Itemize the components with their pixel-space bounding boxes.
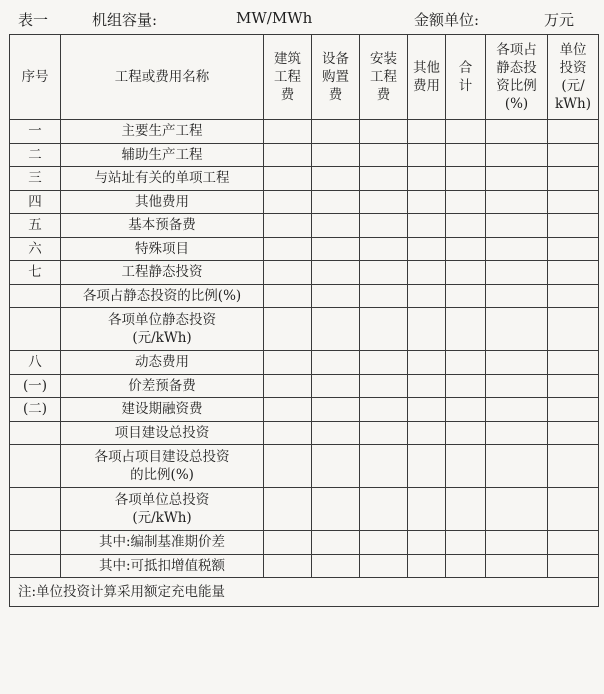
col-header-line: 资比例 <box>496 78 537 94</box>
value-cell <box>548 284 599 308</box>
row-name <box>61 237 264 261</box>
value-cell <box>548 237 599 261</box>
col-header-line: kWh) <box>554 96 592 112</box>
col-header-equipment <box>312 35 360 120</box>
row-seq <box>10 421 61 445</box>
row-seq: 五 <box>10 214 61 238</box>
table-row <box>10 488 599 531</box>
value-cell <box>408 143 446 167</box>
table-row <box>10 120 599 144</box>
col-header-line: 安装 <box>370 51 397 67</box>
col-header-unit-invest <box>548 35 599 120</box>
investment-table <box>9 34 599 607</box>
value-cell <box>264 190 312 214</box>
col-header-line: 单位 <box>559 42 587 58</box>
row-name <box>61 190 264 214</box>
value-cell <box>486 190 548 214</box>
row-name <box>61 445 264 488</box>
value-cell <box>312 488 360 531</box>
value-cell <box>312 531 360 555</box>
value-cell <box>360 554 408 578</box>
col-header-line: 合 <box>458 60 473 76</box>
value-cell <box>486 284 548 308</box>
row-name <box>61 398 264 422</box>
value-cell <box>486 554 548 578</box>
row-seq: 一 <box>10 120 61 144</box>
capacity-label: 机组容量: <box>92 11 158 29</box>
value-cell <box>446 120 486 144</box>
value-cell <box>360 190 408 214</box>
value-cell <box>548 398 599 422</box>
value-cell <box>312 374 360 398</box>
row-seq <box>10 308 61 351</box>
value-cell <box>312 308 360 351</box>
value-cell <box>446 284 486 308</box>
value-cell <box>312 421 360 445</box>
value-cell <box>548 214 599 238</box>
value-cell <box>264 261 312 285</box>
value-cell <box>548 190 599 214</box>
table-row <box>10 374 599 398</box>
value-cell <box>408 421 446 445</box>
capacity-unit: MW/MWh <box>236 9 313 27</box>
value-cell <box>486 445 548 488</box>
amount-unit-label: 金额单位: <box>414 11 480 29</box>
col-header-total <box>446 35 486 120</box>
row-name <box>61 143 264 167</box>
value-cell <box>264 167 312 191</box>
value-cell <box>408 261 446 285</box>
col-header-line: 购置 <box>322 69 349 85</box>
col-header-other <box>408 35 446 120</box>
col-header-name <box>61 35 264 120</box>
row-name-line: 其他费用 <box>135 193 189 210</box>
row-name-line: 的比例(%) <box>130 467 194 483</box>
row-name <box>61 351 264 375</box>
value-cell <box>360 374 408 398</box>
col-header-line: 工程 <box>274 69 301 85</box>
value-cell <box>360 143 408 167</box>
value-cell <box>360 488 408 531</box>
row-seq <box>10 488 61 531</box>
row-name-line: 其中:可抵扣增值税额 <box>98 557 226 574</box>
row-name-line: 价差预备费 <box>128 377 196 394</box>
value-cell <box>446 554 486 578</box>
value-cell <box>264 237 312 261</box>
row-name <box>61 120 264 144</box>
value-cell <box>486 421 548 445</box>
value-cell <box>548 261 599 285</box>
value-cell <box>312 190 360 214</box>
table-row <box>10 351 599 375</box>
value-cell <box>360 351 408 375</box>
value-cell <box>360 531 408 555</box>
col-header-line: 其他 <box>413 60 440 76</box>
table-row <box>10 398 599 422</box>
value-cell <box>360 398 408 422</box>
value-cell <box>264 445 312 488</box>
row-name <box>61 284 264 308</box>
value-cell <box>548 531 599 555</box>
value-cell <box>312 167 360 191</box>
value-cell <box>548 143 599 167</box>
table-note: 注:单位投资计算采用额定充电能量 <box>10 578 599 607</box>
value-cell <box>264 214 312 238</box>
row-name-line: (元/kWh) <box>132 510 192 526</box>
value-cell <box>446 237 486 261</box>
row-seq: 二 <box>10 143 61 167</box>
value-cell <box>408 190 446 214</box>
value-cell <box>446 421 486 445</box>
value-cell <box>360 445 408 488</box>
value-cell <box>548 421 599 445</box>
value-cell <box>264 554 312 578</box>
row-name-line: 各项单位总投资 <box>114 492 210 508</box>
value-cell <box>446 488 486 531</box>
value-cell <box>312 214 360 238</box>
value-cell <box>312 351 360 375</box>
col-header-line: 工程 <box>370 69 397 85</box>
value-cell <box>486 374 548 398</box>
row-name-line: 基本预备费 <box>128 217 196 234</box>
value-cell <box>548 445 599 488</box>
row-name <box>61 531 264 555</box>
col-header-line: 费 <box>280 87 295 103</box>
row-seq: (一) <box>10 374 61 398</box>
table-row <box>10 308 599 351</box>
col-header-ratio <box>486 35 548 120</box>
value-cell <box>408 374 446 398</box>
value-cell <box>360 120 408 144</box>
table-row <box>10 261 599 285</box>
row-name-line: 辅助生产工程 <box>121 146 203 163</box>
row-name <box>61 488 264 531</box>
value-cell <box>264 351 312 375</box>
value-cell <box>486 308 548 351</box>
value-cell <box>360 284 408 308</box>
value-cell <box>264 398 312 422</box>
value-cell <box>486 531 548 555</box>
table-row <box>10 421 599 445</box>
value-cell <box>312 120 360 144</box>
value-cell <box>408 554 446 578</box>
table-row <box>10 143 599 167</box>
row-name-line: 各项占项目建设总投资 <box>94 449 230 465</box>
table-number: 表一 <box>18 11 49 29</box>
col-header-line: (元/ <box>561 78 585 94</box>
col-header-line: 序号 <box>21 69 49 85</box>
value-cell <box>312 445 360 488</box>
value-cell <box>548 374 599 398</box>
value-cell <box>486 261 548 285</box>
row-seq <box>10 284 61 308</box>
value-cell <box>264 374 312 398</box>
table-row <box>10 167 599 191</box>
table-row <box>10 237 599 261</box>
value-cell <box>446 143 486 167</box>
value-cell <box>408 284 446 308</box>
value-cell <box>408 214 446 238</box>
table-row <box>10 284 599 308</box>
amount-unit: 万元 <box>544 11 575 29</box>
value-cell <box>312 143 360 167</box>
value-cell <box>408 237 446 261</box>
value-cell <box>446 308 486 351</box>
table-row <box>10 445 599 488</box>
row-seq: 八 <box>10 351 61 375</box>
value-cell <box>312 237 360 261</box>
value-cell <box>486 351 548 375</box>
value-cell <box>446 167 486 191</box>
col-header-construction <box>264 35 312 120</box>
row-name-line: 特殊项目 <box>135 240 189 257</box>
row-name-line: 工程静态投资 <box>121 264 203 281</box>
table-row <box>10 531 599 555</box>
col-header-line: 计 <box>458 78 473 94</box>
row-seq <box>10 531 61 555</box>
value-cell <box>264 488 312 531</box>
value-cell <box>486 237 548 261</box>
value-cell <box>360 308 408 351</box>
value-cell <box>312 261 360 285</box>
value-cell <box>548 308 599 351</box>
value-cell <box>264 308 312 351</box>
value-cell <box>548 488 599 531</box>
value-cell <box>446 398 486 422</box>
value-cell <box>312 398 360 422</box>
col-header-line: 设备 <box>322 51 349 67</box>
value-cell <box>264 421 312 445</box>
row-name-line: 动态费用 <box>135 354 189 371</box>
table-header <box>0 0 604 34</box>
row-name-line: 主要生产工程 <box>121 123 203 140</box>
col-header-line: 各项占 <box>496 42 537 58</box>
col-header-line: 费用 <box>413 78 440 94</box>
row-name <box>61 261 264 285</box>
value-cell <box>486 143 548 167</box>
row-name <box>61 421 264 445</box>
table-row <box>10 554 599 578</box>
row-name-line: (元/kWh) <box>132 330 192 346</box>
value-cell <box>312 554 360 578</box>
value-cell <box>446 214 486 238</box>
value-cell <box>486 214 548 238</box>
value-cell <box>408 120 446 144</box>
col-header-line: 投资 <box>559 60 587 76</box>
row-seq: (二) <box>10 398 61 422</box>
value-cell <box>312 284 360 308</box>
row-name-line: 与站址有关的单项工程 <box>94 170 230 187</box>
row-name-line: 建设期融资费 <box>121 401 203 418</box>
value-cell <box>446 374 486 398</box>
value-cell <box>360 167 408 191</box>
row-name <box>61 214 264 238</box>
value-cell <box>408 531 446 555</box>
value-cell <box>264 531 312 555</box>
value-cell <box>264 143 312 167</box>
row-name <box>61 374 264 398</box>
row-seq: 七 <box>10 261 61 285</box>
table-row <box>10 190 599 214</box>
value-cell <box>548 554 599 578</box>
value-cell <box>360 261 408 285</box>
col-header-line: 工程或费用名称 <box>114 69 210 85</box>
value-cell <box>486 398 548 422</box>
row-name <box>61 554 264 578</box>
col-header-line: 费 <box>376 87 391 103</box>
value-cell <box>446 351 486 375</box>
value-cell <box>408 308 446 351</box>
value-cell <box>548 167 599 191</box>
value-cell <box>264 120 312 144</box>
row-name-line: 各项占静态投资的比例(%) <box>82 287 242 304</box>
value-cell <box>360 421 408 445</box>
value-cell <box>446 531 486 555</box>
value-cell <box>486 488 548 531</box>
row-name <box>61 167 264 191</box>
row-name-line: 项目建设总投资 <box>114 424 210 441</box>
row-seq: 六 <box>10 237 61 261</box>
row-seq: 四 <box>10 190 61 214</box>
row-name-line: 各项单位静态投资 <box>108 312 216 328</box>
table-row <box>10 214 599 238</box>
col-header-line: 建筑 <box>274 51 301 67</box>
value-cell <box>548 351 599 375</box>
value-cell <box>360 237 408 261</box>
row-name <box>61 308 264 351</box>
value-cell <box>408 167 446 191</box>
value-cell <box>264 284 312 308</box>
value-cell <box>446 190 486 214</box>
value-cell <box>486 120 548 144</box>
value-cell <box>408 445 446 488</box>
value-cell <box>446 445 486 488</box>
value-cell <box>446 261 486 285</box>
value-cell <box>408 351 446 375</box>
value-cell <box>360 214 408 238</box>
value-cell <box>548 120 599 144</box>
col-header-line: 费 <box>328 87 343 103</box>
row-seq: 三 <box>10 167 61 191</box>
value-cell <box>408 398 446 422</box>
col-header-line: 静态投 <box>496 60 537 76</box>
col-header-line: (%) <box>504 96 529 112</box>
col-header-installation <box>360 35 408 120</box>
table-body <box>10 120 599 578</box>
col-header-seq <box>10 35 61 120</box>
row-seq <box>10 554 61 578</box>
row-seq <box>10 445 61 488</box>
value-cell <box>486 167 548 191</box>
value-cell <box>408 488 446 531</box>
row-name-line: 其中:编制基准期价差 <box>98 534 226 551</box>
